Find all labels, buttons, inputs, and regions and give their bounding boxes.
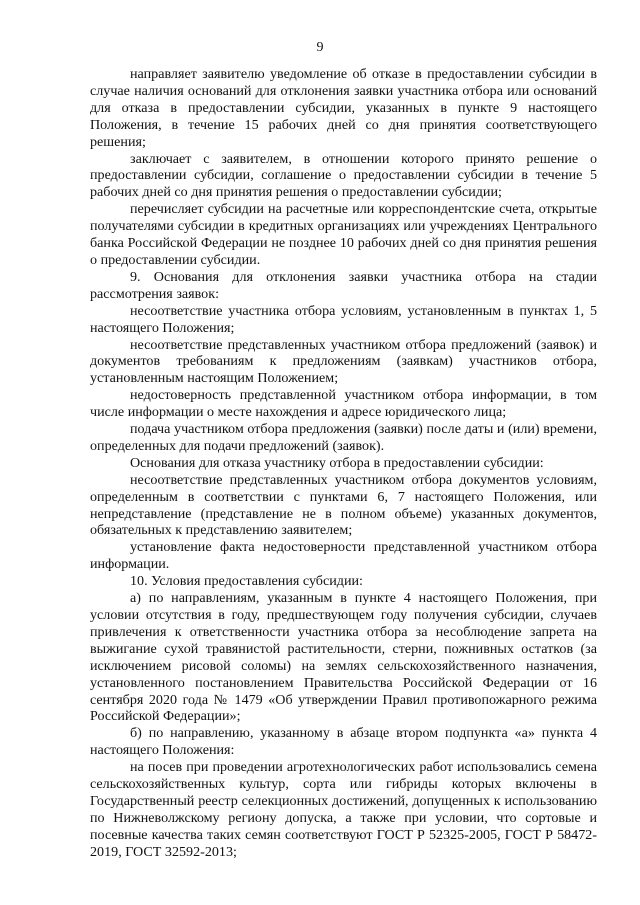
paragraph-agreement: заключает с заявителем, в отношении которого принято решение о предоставлении субсидии, соглашение о предоставлении субсидии в течение 5 рабочих дней со дня принятия решения о предоставлении субсидии; xyxy=(90,150,597,201)
paragraph-reject-reason-1: несоответствие участника отбора условиям, установленным в пунктах 1, 5 настоящего Положения; xyxy=(90,302,597,336)
paragraph-condition-a: а) по направлениям, указанным в пункте 4 настоящего Положения, при условии отсутствия в году, предшествующем году получения субсидии, случаев привлечения к ответственности участника отбора за несоблюдение запрета на выжигание сухой травянистой растительности, стерни, пожнивных остатков (за исключением рисовой соломы) на землях сельскохозяйственного назначения, установленного постановлением Правительства Российской Федерации от 16 сентября 2020 года № 1479 «Об утверждении Правил противопожарного режима Российской Федерации»; xyxy=(90,590,597,725)
paragraph-condition-b: б) по направлению, указанному в абзаце втором подпункта «а» пункта 4 настоящего Положения: xyxy=(90,725,597,759)
paragraph-refusal-reason-2: установление факта недостоверности представленной участником отбора информации. xyxy=(90,539,597,573)
paragraph-reject-reason-2: несоответствие представленных участником отбора предложений (заявок) и документов требованиям к предложениям (заявкам) участников отбора, установленным настоящим Положением; xyxy=(90,336,597,387)
paragraph-transfer: перечисляет субсидии на расчетные или корреспондентские счета, открытые получателями субсидии в кредитных организациях или учреждениях Центрального банка Российской Федерации не позднее 10 рабочих дней со дня принятия решения о предоставлении субсидии. xyxy=(90,201,597,268)
paragraph-reject-reason-3: недостоверность представленной участником отбора информации, в том числе информации о месте нахождения и адресе юридического лица; xyxy=(90,387,597,421)
paragraph-notice-refusal: направляет заявителю уведомление об отказе в предоставлении субсидии в случае наличия оснований для отклонения заявки участника отбора или оснований для отказа в предоставлении субсидии, указанных в пункте 9 настоящего Положения, в течение 15 рабочих дней со дня принятия соответствующего решения; xyxy=(90,66,597,150)
document-body xyxy=(90,66,597,861)
page-number: 9 xyxy=(316,40,324,55)
paragraph-refusal-heading: Основания для отказа участнику отбора в предоставлении субсидии: xyxy=(130,454,544,471)
paragraph-reject-reason-4: подача участником отбора предложения (заявки) после даты и (или) времени, определенных для подачи предложений (заявок). xyxy=(90,421,597,454)
paragraph-item-10-heading: 10. Условия предоставления субсидии: xyxy=(130,573,363,590)
paragraph-seeds-condition: на посев при проведении агротехнологических работ использовались семена сельскохозяйственных культур, сорта или гибриды которых включены в Государственный реестр селекционных достижений, допущенных к использованию по Нижневолжскому региону допуска, а также при условии, что сортовые и посевные качества таких семян соответствуют ГОСТ Р 52325-2005, ГОСТ Р 58472-2019, ГОСТ 32592-2013; xyxy=(90,759,597,860)
paragraph-refusal-reason-1: несоответствие представленных участником отбора документов условиям, определенным в соответствии с пунктами 6, 7 настоящего Положения, или непредставление (представление не в полном объеме) указанных документов, обязательных к представлению заявителем; xyxy=(90,471,597,539)
paragraph-item-9-heading: 9. Основания для отклонения заявки участника отбора на стадии рассмотрения заявок: xyxy=(90,268,597,302)
